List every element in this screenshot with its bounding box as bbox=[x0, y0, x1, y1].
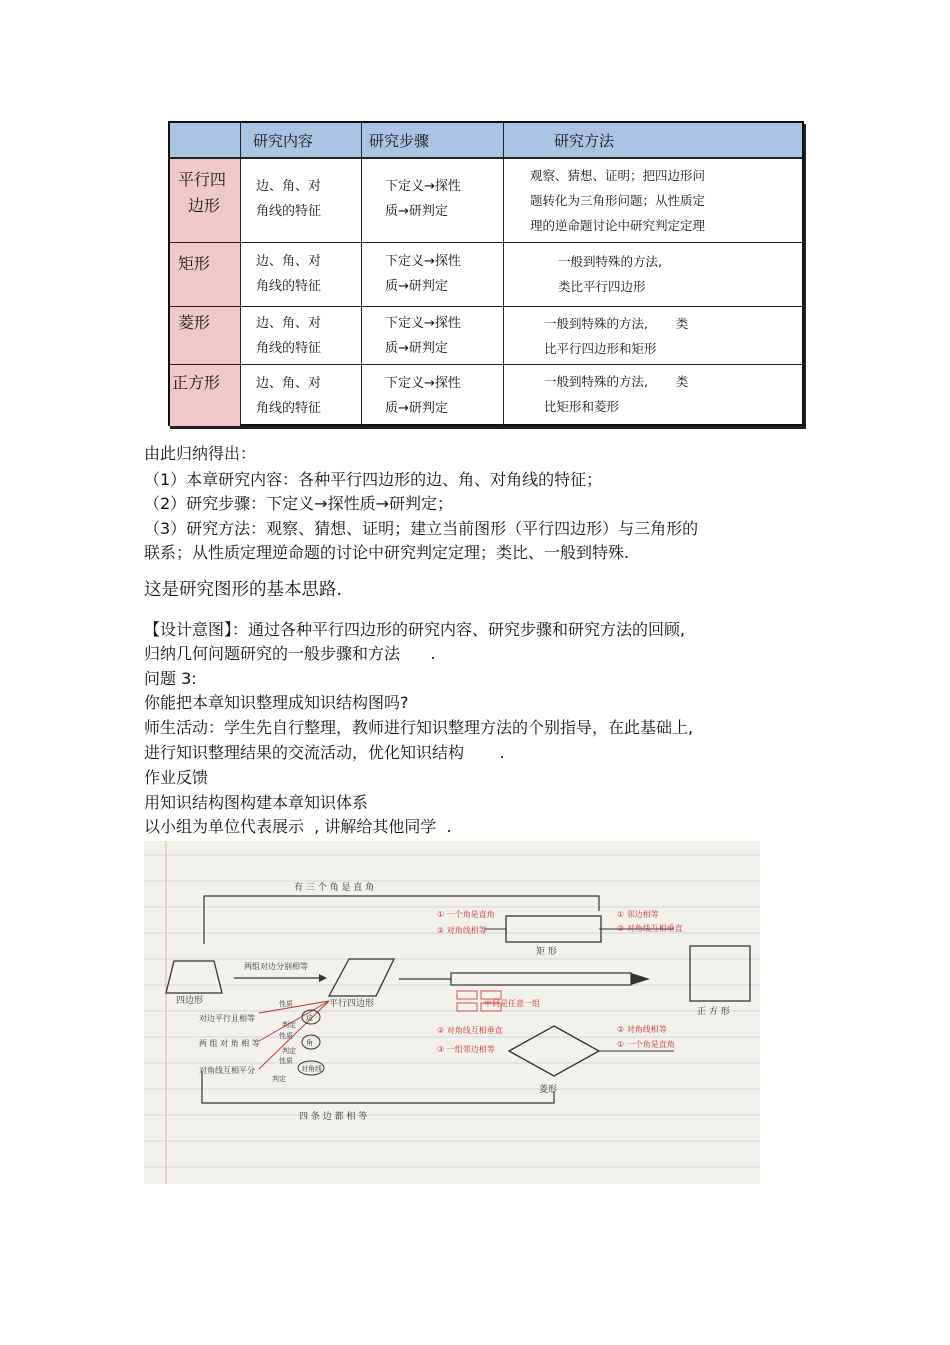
steps-cell bbox=[362, 365, 504, 426]
content-text: 边、角、对 bbox=[256, 316, 322, 331]
header-cell-steps bbox=[362, 123, 504, 157]
steps-cell bbox=[362, 159, 504, 242]
header-cell-content bbox=[241, 123, 362, 157]
square-cond-4: ① 一个角是直角 bbox=[617, 1040, 675, 1049]
judge-label-1: 判定 bbox=[282, 1021, 296, 1029]
table-row bbox=[170, 159, 802, 243]
activity-text: 师生活动：学生先自行整理，教师进行知识整理方法的个别指导，在此基础上, bbox=[144, 718, 694, 737]
rectangle-label: 矩 形 bbox=[536, 947, 557, 957]
table-row bbox=[170, 365, 802, 426]
rhombus-shape bbox=[509, 1026, 599, 1076]
content-text: 角线的特征 bbox=[256, 204, 322, 219]
content-cell bbox=[241, 243, 362, 306]
header-cell-blank bbox=[170, 123, 241, 157]
notebook-lines bbox=[144, 855, 760, 1167]
activity-text-cont: 进行知识整理结果的交流活动，优化知识结构 . bbox=[144, 743, 505, 762]
middle-arrow-band bbox=[451, 973, 631, 985]
content-cell bbox=[241, 159, 362, 242]
left-property-2: 两 组 对 角 相 等 bbox=[199, 1039, 260, 1048]
question-3-text: 你能把本章知识整理成知识结构图吗? bbox=[144, 693, 409, 712]
bottom-connector bbox=[202, 1071, 554, 1103]
shape-name: 边形 bbox=[188, 196, 221, 215]
shape-name: 矩形 bbox=[178, 254, 211, 273]
arrow-head bbox=[319, 974, 327, 982]
shape-cell bbox=[170, 159, 241, 242]
header-steps-label: 研究步骤 bbox=[369, 132, 430, 150]
circle-edge-label: 边 bbox=[306, 1014, 313, 1022]
method-text: 比平行四边形和矩形 bbox=[544, 341, 657, 356]
shape-cell bbox=[170, 365, 241, 426]
top-connector-label: 有 三 个 角 是 直 角 bbox=[294, 883, 375, 893]
summary-item-2: （2）研究步骤：下定义→探性质→研判定； bbox=[144, 494, 453, 513]
method-text: 理的逆命题讨论中研究判定定理 bbox=[530, 218, 706, 233]
homework-title: 作业反馈 bbox=[144, 768, 209, 787]
rhombus-cond-1: ② 对角线互相垂直 bbox=[437, 1026, 503, 1035]
square-label: 正 方 形 bbox=[697, 1007, 730, 1017]
judge-label-2: 判定 bbox=[282, 1047, 296, 1055]
rect-cond-2: ② 对角线相等 bbox=[437, 926, 487, 935]
bottom-connector-label: 四 条 边 都 相 等 bbox=[299, 1112, 368, 1122]
top-connector bbox=[204, 896, 599, 944]
prop-label-2: 性质 bbox=[279, 1032, 293, 1040]
content-text: 边、角、对 bbox=[256, 179, 322, 194]
question-3-title: 问题 3: bbox=[144, 669, 197, 688]
knowledge-map-drawing bbox=[144, 841, 760, 1184]
rect-cond-1: ① 一个角是直角 bbox=[437, 910, 495, 919]
left-property-1: 对边平行且相等 bbox=[199, 1014, 255, 1023]
middle-arrow-head bbox=[631, 973, 650, 985]
method-cell bbox=[504, 159, 802, 242]
table-row bbox=[170, 307, 802, 365]
design-intent-cont: 归纳几何问题研究的一般步骤和方法 . bbox=[144, 644, 436, 663]
method-cell bbox=[504, 307, 802, 364]
circle-angle-label: 角 bbox=[306, 1039, 313, 1047]
homework-task: 用知识结构图构建本章知识体系 bbox=[144, 793, 369, 812]
method-text: 一般到特殊的方法, 类 bbox=[544, 374, 689, 389]
rhombus-cond-2: ③ 一组邻边相等 bbox=[437, 1045, 495, 1054]
judge-label-3: 判定 bbox=[272, 1075, 286, 1083]
steps-text: 质→研判定 bbox=[385, 279, 448, 294]
parallelogram-shape bbox=[329, 959, 394, 996]
summary-item-1: （1）本章研究内容：各种平行四边形的边、角、对角线的特征； bbox=[144, 470, 603, 489]
method-cell bbox=[504, 243, 802, 306]
header-method-label: 研究方法 bbox=[554, 132, 615, 150]
table-header-row bbox=[170, 123, 802, 159]
steps-text: 下定义→探性 bbox=[385, 179, 461, 194]
method-text: 一般到特殊的方法, bbox=[558, 254, 662, 269]
table-row bbox=[170, 243, 802, 307]
square-cond-3: ② 对角线相等 bbox=[617, 1025, 667, 1034]
square-cond-2: ② 对角线互相垂直 bbox=[617, 924, 683, 933]
steps-cell bbox=[362, 243, 504, 306]
method-text: 题转化为三角形问题；从性质定 bbox=[530, 193, 706, 208]
content-text: 边、角、对 bbox=[256, 254, 322, 269]
steps-cell bbox=[362, 307, 504, 364]
parallelogram-label: 平行四边形 bbox=[329, 999, 375, 1009]
shape-name: 平行四 bbox=[178, 170, 227, 189]
parallel-edge-label: 两组对边分别相等 bbox=[244, 962, 308, 971]
rectangle-shape bbox=[506, 916, 601, 942]
content-cell bbox=[241, 365, 362, 426]
knowledge-map-photo bbox=[144, 841, 760, 1184]
summary-item-3-cont: 联系；从性质定理逆命题的讨论中研究判定定理；类比、一般到特殊. bbox=[144, 543, 630, 562]
summary-intro: 由此归纳得出： bbox=[144, 444, 257, 463]
steps-text: 下定义→探性 bbox=[385, 316, 461, 331]
content-text: 边、角、对 bbox=[256, 376, 322, 391]
design-intent: 【设计意图】：通过各种平行四边形的研究内容、研究步骤和研究方法的回顾, bbox=[144, 620, 686, 639]
quadrilateral-label: 四边形 bbox=[176, 996, 204, 1006]
header-content-label: 研究内容 bbox=[253, 132, 314, 150]
homework-display: 以小组为单位代表展示 , 讲解给其他同学 . bbox=[144, 817, 452, 836]
content-text: 角线的特征 bbox=[256, 401, 322, 416]
header-cell-method bbox=[504, 123, 802, 157]
rhombus-label: 菱形 bbox=[539, 1085, 558, 1095]
method-text: 比矩形和菱形 bbox=[544, 399, 620, 414]
method-text: 观察、猜想、证明；把四边形问 bbox=[530, 168, 706, 183]
circle-diagonal-label: 对角线 bbox=[301, 1065, 322, 1073]
prop-label-1: 性质 bbox=[279, 1000, 293, 1008]
shape-cell bbox=[170, 243, 241, 306]
method-text: 类比平行四边形 bbox=[558, 279, 646, 294]
shape-cell bbox=[170, 307, 241, 364]
research-table bbox=[168, 121, 804, 426]
quadrilateral-shape bbox=[166, 961, 222, 993]
content-cell bbox=[241, 307, 362, 364]
steps-text: 质→研判定 bbox=[385, 204, 448, 219]
summary-item-3: （3）研究方法：观察、猜想、证明；建立当前图形（平行四边形）与三角形的 bbox=[144, 519, 699, 538]
square-shape bbox=[690, 946, 750, 1001]
square-cond-1: ① 邻边相等 bbox=[617, 910, 659, 919]
method-text: 一般到特殊的方法, 类 bbox=[544, 316, 689, 331]
shape-name: 正方形 bbox=[172, 373, 221, 392]
shape-name: 菱形 bbox=[178, 313, 211, 332]
content-text: 角线的特征 bbox=[256, 279, 322, 294]
method-cell bbox=[504, 365, 802, 426]
steps-text: 质→研判定 bbox=[385, 341, 448, 356]
steps-text: 下定义→探性 bbox=[385, 254, 461, 269]
basic-idea: 这是研究图形的基本思路. bbox=[144, 580, 343, 600]
prop-label-3: 性质 bbox=[279, 1057, 293, 1065]
steps-text: 下定义→探性 bbox=[385, 376, 461, 391]
left-property-3: 对角线互相平分 bbox=[199, 1066, 255, 1075]
steps-text: 质→研判定 bbox=[385, 401, 448, 416]
middle-note: 中间是任意一组 bbox=[484, 999, 540, 1008]
content-text: 角线的特征 bbox=[256, 341, 322, 356]
